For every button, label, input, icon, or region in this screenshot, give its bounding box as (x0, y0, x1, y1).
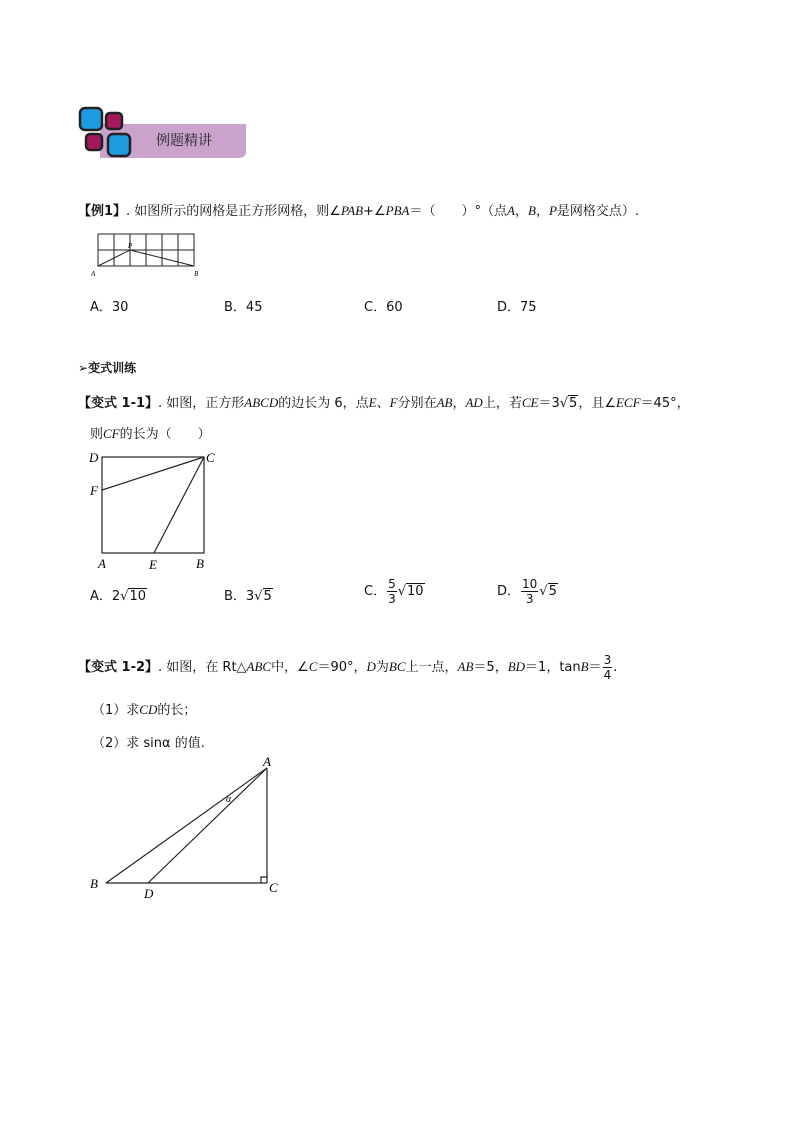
label-b: B (196, 556, 204, 571)
label-a: A (98, 556, 106, 571)
choice-c: C．60 (364, 300, 403, 315)
label-c: C (269, 880, 278, 895)
segment-fc (102, 457, 204, 490)
label-c: C (206, 450, 215, 465)
label-a: A (263, 754, 271, 769)
blue-square-icon (108, 134, 130, 156)
choice-d: D． $\frac{10}{3}$ √5 (497, 577, 557, 606)
label-d: D (89, 450, 99, 465)
label-b: B (194, 270, 199, 278)
label-a: A (91, 270, 96, 278)
segment-ec (154, 457, 204, 553)
choice-c: C． $\frac{5}{3}$ √10 (364, 577, 424, 606)
choice-a: A．30 (90, 300, 129, 315)
variant-1-2-question: 【变式 1-2】. 如图，在 Rt△ABC中，∠C＝90°，D为BC上一点，AB＝5，BD＝1，tanB＝ $\frac{3}{4}$ . (78, 653, 618, 682)
variant-1-1-question: 【变式 1-1】. 如图，正方形ABCD的边长为 6，点E、F分别在AB，AD上，若CE＝3√5，且∠ECF＝45°， (78, 395, 690, 411)
sqrt-expression: √5 (559, 396, 578, 411)
label-b: B (90, 876, 98, 891)
magenta-square-icon (86, 134, 102, 150)
blue-square-icon (80, 108, 102, 130)
right-angle-mark (261, 877, 267, 883)
fraction: $\frac{3}{4}$ (603, 653, 612, 682)
label-d: D (144, 886, 154, 901)
segment-da (148, 768, 267, 883)
banner-title: 例题精讲 (156, 133, 212, 149)
arrow-icon: ➢ (78, 361, 89, 375)
example-1-grid-figure (90, 230, 206, 280)
example-1-question: 【例1】. 如图所示的网格是正方形网格，则∠PAB+∠PBA＝（ ）°（点A，B，P是网格交点）. (78, 203, 640, 219)
choice-a: A．2√10 (90, 589, 147, 604)
variant-1-2-q1: （1）求CD的长； (92, 702, 197, 718)
right-triangle-figure (86, 752, 292, 902)
choice-b: B．45 (224, 300, 263, 315)
label-f: F (90, 483, 98, 498)
square-abcd-figure (86, 446, 226, 574)
variant-1-2-q2: （2）求 sinα 的值. (92, 736, 205, 751)
magenta-square-icon (106, 113, 122, 129)
section-heading: ➢变式训练 (78, 361, 137, 375)
variant-1-1-question-line2: 则CF的长为（ ） (90, 426, 211, 442)
example-label: 【例1】 (78, 204, 127, 219)
label-e: E (149, 557, 157, 572)
choice-d: D．75 (497, 300, 537, 315)
label-alpha: α (226, 794, 232, 805)
label-p: P (128, 242, 133, 250)
section-banner (78, 106, 248, 162)
square-abcd (102, 457, 204, 553)
choice-b: B．3√5 (224, 589, 272, 604)
segment-ba (106, 768, 267, 883)
